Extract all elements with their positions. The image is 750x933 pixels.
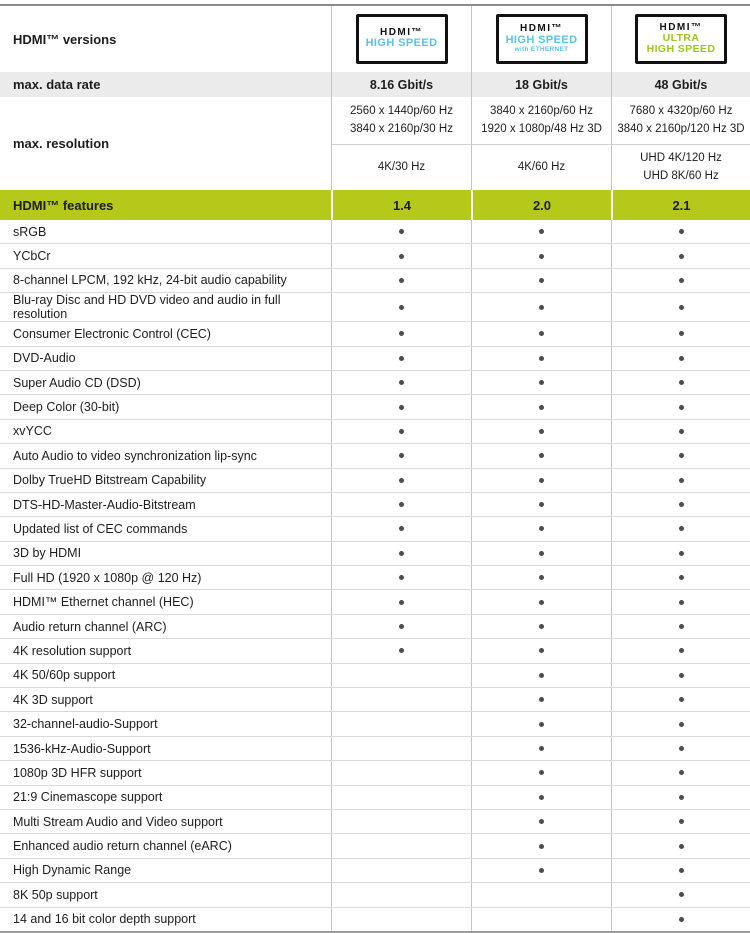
resolution-value <box>471 97 611 145</box>
feature-label: Blu-ray Disc and HD DVD video and audio in full resolution <box>13 293 281 322</box>
support-dot-cell <box>611 664 750 687</box>
support-dot-cell <box>611 810 750 833</box>
hdmi-ultra-high-speed-badge <box>635 14 727 64</box>
support-dot-cell <box>331 444 471 467</box>
feature-label: HDMI™ Ethernet channel (HEC) <box>13 595 194 610</box>
data-rate-label: max. data rate <box>13 77 101 92</box>
support-dot-cell <box>471 786 611 809</box>
support-dot-icon <box>399 502 404 507</box>
resolution-mode <box>331 145 471 190</box>
feature-label: Updated list of CEC commands <box>13 521 188 536</box>
support-dot-icon <box>399 356 404 361</box>
support-dot-cell <box>471 293 611 321</box>
support-dot-cell <box>471 737 611 760</box>
support-dot-icon <box>539 229 544 234</box>
support-dot-cell <box>331 469 471 492</box>
support-dot-icon <box>539 380 544 385</box>
resolution-value <box>611 97 750 145</box>
feature-label: 1080p 3D HFR support <box>13 765 142 780</box>
empty-cell <box>331 859 471 882</box>
table-row <box>0 371 750 395</box>
support-dot-icon <box>539 868 544 873</box>
empty-cell <box>471 883 611 906</box>
support-dot-cell <box>331 293 471 321</box>
feature-label: Deep Color (30-bit) <box>13 400 120 415</box>
support-dot-cell <box>331 542 471 565</box>
feature-label: Enhanced audio return channel (eARC) <box>13 839 232 854</box>
hdmi-logo: HDMI™ <box>659 21 703 33</box>
support-dot-cell <box>611 542 750 565</box>
support-dot-icon <box>539 453 544 458</box>
support-dot-cell <box>331 493 471 516</box>
hdmi-high-speed-ethernet-badge <box>496 14 588 64</box>
support-dot-icon <box>539 278 544 283</box>
resolution-line: 4K/30 Hz <box>377 160 426 173</box>
badge-cell-hdmi-2-1 <box>611 6 750 72</box>
resolution-line: 3840 x 2160p/30 Hz <box>350 122 453 135</box>
feature-label: 1536-kHz-Audio-Support <box>13 741 151 756</box>
table-row <box>0 293 750 322</box>
table-row <box>0 420 750 444</box>
support-dot-icon <box>399 254 404 259</box>
badge-speed-label: HIGH SPEED <box>505 33 578 46</box>
table-row <box>0 244 750 268</box>
support-dot-icon <box>539 624 544 629</box>
data-rate-value: 48 Gbit/s <box>611 72 750 97</box>
badge-ethernet-label: with ETHERNET <box>514 46 569 54</box>
table-row <box>0 395 750 419</box>
empty-cell <box>331 712 471 735</box>
support-dot-cell <box>471 688 611 711</box>
support-dot-icon <box>679 229 684 234</box>
feature-label: 32-channel-audio-Support <box>13 717 158 732</box>
table-row <box>0 810 750 834</box>
support-dot-icon <box>399 429 404 434</box>
support-dot-icon <box>679 453 684 458</box>
empty-cell <box>331 688 471 711</box>
table-row <box>0 493 750 517</box>
support-dot-cell <box>471 493 611 516</box>
support-dot-icon <box>679 697 684 702</box>
version-number: 1.4 <box>331 190 471 220</box>
resolution-line: 1920 x 1080p/48 Hz 3D <box>481 122 602 135</box>
resolution-line: 3840 x 2160p/60 Hz <box>490 105 593 118</box>
support-dot-cell <box>611 639 750 662</box>
table-row <box>0 786 750 810</box>
table-row <box>0 639 750 663</box>
support-dot-cell <box>611 761 750 784</box>
support-dot-icon <box>539 526 544 531</box>
support-dot-icon <box>399 600 404 605</box>
support-dot-icon <box>539 478 544 483</box>
support-dot-cell <box>611 347 750 370</box>
support-dot-icon <box>539 600 544 605</box>
table-row <box>0 322 750 346</box>
support-dot-cell <box>471 761 611 784</box>
support-dot-cell <box>471 469 611 492</box>
support-dot-icon <box>679 844 684 849</box>
support-dot-cell <box>611 737 750 760</box>
support-dot-icon <box>679 331 684 336</box>
support-dot-icon <box>399 453 404 458</box>
support-dot-cell <box>611 293 750 321</box>
empty-cell <box>331 664 471 687</box>
empty-cell <box>331 761 471 784</box>
support-dot-icon <box>679 429 684 434</box>
support-dot-icon <box>539 429 544 434</box>
support-dot-cell <box>331 371 471 394</box>
support-dot-icon <box>679 502 684 507</box>
feature-label: Full HD (1920 x 1080p @ 120 Hz) <box>13 570 202 585</box>
table-row <box>0 908 750 931</box>
support-dot-icon <box>679 305 684 310</box>
support-dot-icon <box>399 551 404 556</box>
table-row <box>0 615 750 639</box>
support-dot-icon <box>679 892 684 897</box>
support-dot-icon <box>679 380 684 385</box>
table-row <box>0 542 750 566</box>
support-dot-icon <box>399 526 404 531</box>
support-dot-icon <box>539 673 544 678</box>
support-dot-icon <box>679 624 684 629</box>
support-dot-icon <box>679 600 684 605</box>
support-dot-cell <box>331 220 471 243</box>
support-dot-icon <box>539 844 544 849</box>
support-dot-icon <box>539 331 544 336</box>
support-dot-cell <box>611 566 750 589</box>
resolution-section <box>0 97 750 190</box>
support-dot-cell <box>611 859 750 882</box>
support-dot-cell <box>331 269 471 292</box>
badge-speed-label: HIGH SPEED <box>365 37 438 50</box>
feature-label: High Dynamic Range <box>13 863 132 878</box>
support-dot-icon <box>399 575 404 580</box>
badge-cell-hdmi-2-0 <box>471 6 611 72</box>
features-body <box>0 220 750 931</box>
feature-label: 21:9 Cinemascope support <box>13 790 163 805</box>
support-dot-cell <box>471 269 611 292</box>
support-dot-icon <box>399 305 404 310</box>
support-dot-cell <box>471 810 611 833</box>
feature-label: 3D by HDMI <box>13 546 82 561</box>
support-dot-cell <box>471 834 611 857</box>
support-dot-cell <box>471 322 611 345</box>
support-dot-cell <box>611 786 750 809</box>
features-header-row <box>0 190 750 220</box>
feature-label: 14 and 16 bit color depth support <box>13 912 196 927</box>
empty-cell <box>331 834 471 857</box>
resolution-value <box>331 97 471 145</box>
data-rate-value: 8.16 Gbit/s <box>331 72 471 97</box>
support-dot-cell <box>471 615 611 638</box>
support-dot-icon <box>679 819 684 824</box>
support-dot-icon <box>539 722 544 727</box>
support-dot-cell <box>611 908 750 931</box>
support-dot-cell <box>611 493 750 516</box>
support-dot-cell <box>471 639 611 662</box>
support-dot-icon <box>539 405 544 410</box>
table-row <box>0 590 750 614</box>
support-dot-icon <box>679 917 684 922</box>
support-dot-icon <box>539 305 544 310</box>
support-dot-icon <box>539 648 544 653</box>
version-number: 2.0 <box>471 190 611 220</box>
table-row <box>0 566 750 590</box>
support-dot-icon <box>679 478 684 483</box>
table-row <box>0 469 750 493</box>
feature-label: Audio return channel (ARC) <box>13 619 167 634</box>
support-dot-icon <box>399 648 404 653</box>
support-dot-cell <box>611 688 750 711</box>
versions-row <box>0 6 750 72</box>
support-dot-cell <box>471 420 611 443</box>
resolution-line: 4K/60 Hz <box>517 160 566 173</box>
support-dot-cell <box>471 566 611 589</box>
table-row <box>0 712 750 736</box>
support-dot-icon <box>539 795 544 800</box>
empty-cell <box>331 810 471 833</box>
support-dot-icon <box>679 673 684 678</box>
feature-label: Auto Audio to video synchronization lip-sync <box>13 448 257 463</box>
support-dot-icon <box>399 278 404 283</box>
empty-cell <box>331 786 471 809</box>
table-row <box>0 269 750 293</box>
support-dot-icon <box>539 254 544 259</box>
support-dot-cell <box>331 420 471 443</box>
support-dot-cell <box>611 420 750 443</box>
support-dot-cell <box>611 590 750 613</box>
feature-label: Consumer Electronic Control (CEC) <box>13 326 211 341</box>
features-label: HDMI™ features <box>0 190 331 220</box>
support-dot-cell <box>611 517 750 540</box>
support-dot-icon <box>399 380 404 385</box>
support-dot-cell <box>611 712 750 735</box>
table-row <box>0 664 750 688</box>
support-dot-icon <box>679 254 684 259</box>
hdmi-logo: HDMI™ <box>379 26 424 38</box>
support-dot-cell <box>611 469 750 492</box>
table-row <box>0 517 750 541</box>
resolution-line: 2560 x 1440p/60 Hz <box>350 105 453 118</box>
support-dot-cell <box>611 444 750 467</box>
feature-label: 8-channel LPCM, 192 kHz, 24-bit audio capability <box>13 273 287 288</box>
support-dot-icon <box>399 331 404 336</box>
table-row <box>0 883 750 907</box>
empty-cell <box>471 908 611 931</box>
support-dot-icon <box>399 478 404 483</box>
support-dot-cell <box>611 371 750 394</box>
support-dot-cell <box>471 395 611 418</box>
resolution-subrow-1 <box>331 97 750 145</box>
support-dot-icon <box>539 819 544 824</box>
resolution-line: UHD 4K/120 Hz <box>640 152 722 165</box>
support-dot-icon <box>679 575 684 580</box>
badge-speed-label: HIGH SPEED <box>646 43 716 56</box>
support-dot-cell <box>471 712 611 735</box>
feature-label: 4K 50/60p support <box>13 668 116 683</box>
support-dot-cell <box>471 244 611 267</box>
support-dot-cell <box>331 322 471 345</box>
resolution-mode <box>611 145 750 190</box>
resolution-line: 3840 x 2160p/120 Hz 3D <box>617 122 745 135</box>
feature-label: Dolby TrueHD Bitstream Capability <box>13 473 207 488</box>
support-dot-icon <box>679 868 684 873</box>
support-dot-cell <box>471 347 611 370</box>
empty-cell <box>331 883 471 906</box>
support-dot-cell <box>331 395 471 418</box>
support-dot-icon <box>679 356 684 361</box>
hdmi-logo: HDMI™ <box>519 23 564 35</box>
support-dot-cell <box>331 590 471 613</box>
empty-cell <box>331 737 471 760</box>
feature-label: YCbCr <box>13 249 51 264</box>
feature-label: 8K 50p support <box>13 887 98 902</box>
support-dot-cell <box>611 269 750 292</box>
support-dot-icon <box>679 770 684 775</box>
resolution-line: UHD 8K/60 Hz <box>643 169 719 182</box>
table-row <box>0 688 750 712</box>
support-dot-cell <box>331 244 471 267</box>
table-row <box>0 834 750 858</box>
badge-ultra-label: ULTRA <box>662 32 700 45</box>
resolution-line: 7680 x 4320p/60 Hz <box>629 105 733 118</box>
empty-cell <box>331 908 471 931</box>
support-dot-icon <box>679 278 684 283</box>
hdmi-high-speed-badge <box>356 14 448 64</box>
feature-label: 4K 3D support <box>13 692 93 707</box>
table-row <box>0 859 750 883</box>
badge-cell-hdmi-1-4 <box>331 6 471 72</box>
support-dot-cell <box>611 220 750 243</box>
support-dot-icon <box>539 551 544 556</box>
support-dot-cell <box>471 542 611 565</box>
versions-label: HDMI™ versions <box>13 31 117 47</box>
support-dot-cell <box>611 883 750 906</box>
support-dot-cell <box>611 322 750 345</box>
resolution-values <box>331 97 750 190</box>
feature-label: DTS-HD-Master-Audio-Bitstream <box>13 497 196 512</box>
support-dot-cell <box>471 517 611 540</box>
support-dot-cell <box>471 590 611 613</box>
resolution-mode <box>471 145 611 190</box>
table-row <box>0 444 750 468</box>
feature-label: sRGB <box>13 224 47 239</box>
feature-label: 4K resolution support <box>13 643 132 658</box>
support-dot-cell <box>331 517 471 540</box>
table-row <box>0 737 750 761</box>
support-dot-icon <box>679 722 684 727</box>
support-dot-cell <box>331 347 471 370</box>
table-row <box>0 220 750 244</box>
support-dot-cell <box>471 859 611 882</box>
support-dot-cell <box>611 244 750 267</box>
support-dot-icon <box>539 575 544 580</box>
support-dot-icon <box>679 746 684 751</box>
support-dot-icon <box>539 697 544 702</box>
support-dot-cell <box>331 566 471 589</box>
support-dot-cell <box>471 371 611 394</box>
support-dot-icon <box>679 405 684 410</box>
feature-label: xvYCC <box>13 424 52 439</box>
table-row <box>0 347 750 371</box>
support-dot-icon <box>399 229 404 234</box>
table-row <box>0 761 750 785</box>
support-dot-icon <box>539 356 544 361</box>
support-dot-icon <box>399 624 404 629</box>
support-dot-icon <box>539 746 544 751</box>
support-dot-cell <box>611 615 750 638</box>
support-dot-icon <box>539 770 544 775</box>
support-dot-icon <box>399 405 404 410</box>
support-dot-cell <box>611 395 750 418</box>
version-number: 2.1 <box>611 190 750 220</box>
resolution-label: max. resolution <box>13 136 110 151</box>
feature-label: Super Audio CD (DSD) <box>13 375 141 390</box>
resolution-subrow-2 <box>331 145 750 190</box>
support-dot-cell <box>611 834 750 857</box>
support-dot-icon <box>679 795 684 800</box>
support-dot-icon <box>679 551 684 556</box>
support-dot-cell <box>471 444 611 467</box>
support-dot-cell <box>331 639 471 662</box>
support-dot-icon <box>539 502 544 507</box>
data-rate-row <box>0 72 750 97</box>
feature-label: DVD-Audio <box>13 351 76 366</box>
support-dot-icon <box>679 526 684 531</box>
support-dot-cell <box>471 220 611 243</box>
support-dot-cell <box>331 615 471 638</box>
support-dot-cell <box>471 664 611 687</box>
support-dot-icon <box>679 648 684 653</box>
data-rate-value: 18 Gbit/s <box>471 72 611 97</box>
feature-label: Multi Stream Audio and Video support <box>13 814 223 829</box>
